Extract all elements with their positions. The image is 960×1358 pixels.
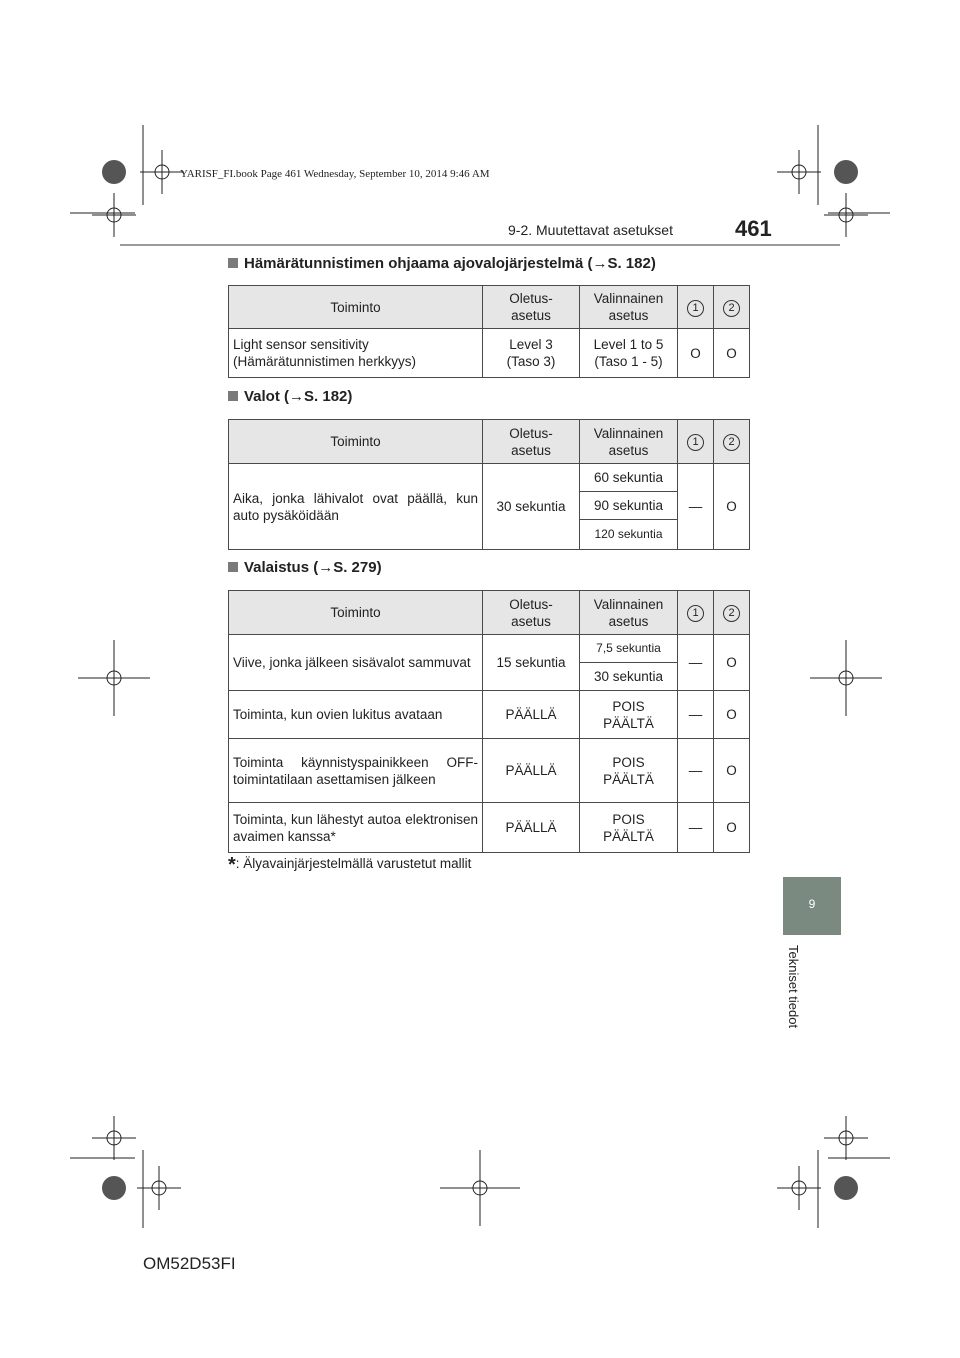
mark-1-cell: O: [678, 329, 714, 378]
default-cell: Level 3 (Taso 3): [483, 329, 580, 378]
option-cell: POIS PÄÄLTÄ: [580, 691, 678, 739]
footnote-text: : Älyavainjärjestelmällä varustetut mallit: [235, 856, 472, 871]
table-header-row: [229, 286, 750, 329]
bullet-square-icon: [228, 258, 238, 268]
option-cell: Level 1 to 5 (Taso 1 - 5): [580, 329, 678, 378]
option-cell: POIS PÄÄLTÄ: [580, 803, 678, 853]
marker-2-icon: 2: [723, 434, 740, 451]
mark-2-cell: O: [714, 803, 750, 853]
settings-table-2: [228, 419, 750, 550]
col-header-function: Toiminto: [229, 420, 483, 464]
default-cell: PÄÄLLÄ: [483, 691, 580, 739]
col-header-options: Valinnainen asetus: [580, 286, 678, 329]
option-cell: POIS PÄÄLTÄ: [580, 739, 678, 803]
mark-1-cell: —: [678, 739, 714, 803]
marker-2-icon: 2: [723, 300, 740, 317]
option-cell: 120 sekuntia: [580, 520, 678, 550]
mark-1-cell: —: [678, 803, 714, 853]
default-cell: 15 sekuntia: [483, 635, 580, 691]
mark-2-cell: O: [714, 464, 750, 550]
table-header-row: [229, 420, 750, 464]
settings-table-1: [228, 285, 750, 378]
mark-2-cell: O: [714, 635, 750, 691]
marker-1-icon: 1: [687, 434, 704, 451]
col-header-default: Oletus- asetus: [483, 591, 580, 635]
table-row: [229, 691, 750, 739]
function-cell: Aika, jonka lähivalot ovat päällä, kun auto pysäköidään: [229, 464, 483, 550]
table-row: [229, 635, 750, 663]
marker-1-icon: 1: [687, 300, 704, 317]
function-cell: Toiminta käynnistyspainikkeen OFF-toimintatilaan asettamisen jälkeen: [229, 739, 483, 803]
col-header-options: Valinnainen asetus: [580, 591, 678, 635]
chapter-title: Tekniset tiedot: [786, 945, 801, 1029]
option-cell: 90 sekuntia: [580, 492, 678, 520]
table-row: [229, 464, 750, 492]
mark-2-cell: O: [714, 739, 750, 803]
bullet-square-icon: [228, 391, 238, 401]
default-cell: 30 sekuntia: [483, 464, 580, 550]
bullet-square-icon: [228, 562, 238, 572]
section-title-2: Valot (→S. 182): [228, 388, 352, 405]
table-header-row: [229, 591, 750, 635]
function-cell: Toiminta, kun lähestyt autoa elektronisen avaimen kanssa*: [229, 803, 483, 853]
marker-2-icon: 2: [723, 605, 740, 622]
function-cell: Toiminta, kun ovien lukitus avataan: [229, 691, 483, 739]
option-cell: 60 sekuntia: [580, 464, 678, 492]
function-cell: Viive, jonka jälkeen sisävalot sammuvat: [229, 635, 483, 691]
table-row: [229, 739, 750, 803]
chapter-tab: [783, 877, 841, 935]
mark-2-cell: O: [714, 691, 750, 739]
mark-1-cell: —: [678, 464, 714, 550]
mark-1-cell: —: [678, 635, 714, 691]
mark-1-cell: —: [678, 691, 714, 739]
function-cell: Light sensor sensitivity (Hämärätunnistimen herkkyys): [229, 329, 483, 378]
document-code: OM52D53FI: [143, 1254, 236, 1273]
chapter-number: 9: [808, 897, 816, 911]
col-header-function: Toiminto: [229, 286, 483, 329]
col-header-default: Oletus- asetus: [483, 286, 580, 329]
default-cell: PÄÄLLÄ: [483, 739, 580, 803]
col-header-function: Toiminto: [229, 591, 483, 635]
footnote: [228, 854, 471, 877]
table-row: [229, 803, 750, 853]
settings-table-3: [228, 590, 750, 853]
col-header-default: Oletus- asetus: [483, 420, 580, 464]
section-title-3: Valaistus (→S. 279): [228, 559, 382, 576]
footnote-marker: *: [228, 854, 236, 876]
marker-1-icon: 1: [687, 605, 704, 622]
default-cell: PÄÄLLÄ: [483, 803, 580, 853]
section-title-1: Hämärätunnistimen ohjaama ajovalojärjestelmä (→S. 182): [228, 255, 656, 272]
page-number: 461: [735, 216, 772, 241]
mark-2-cell: O: [714, 329, 750, 378]
header-rule: [120, 244, 840, 246]
option-cell: 7,5 sekuntia: [580, 635, 678, 663]
option-cell: 30 sekuntia: [580, 663, 678, 691]
book-info: YARISF_FI.book Page 461 Wednesday, September 10, 2014 9:46 AM: [180, 168, 490, 180]
section-header: 9-2. Muutettavat asetukset: [508, 222, 673, 238]
table-row: [229, 329, 750, 378]
col-header-options: Valinnainen asetus: [580, 420, 678, 464]
